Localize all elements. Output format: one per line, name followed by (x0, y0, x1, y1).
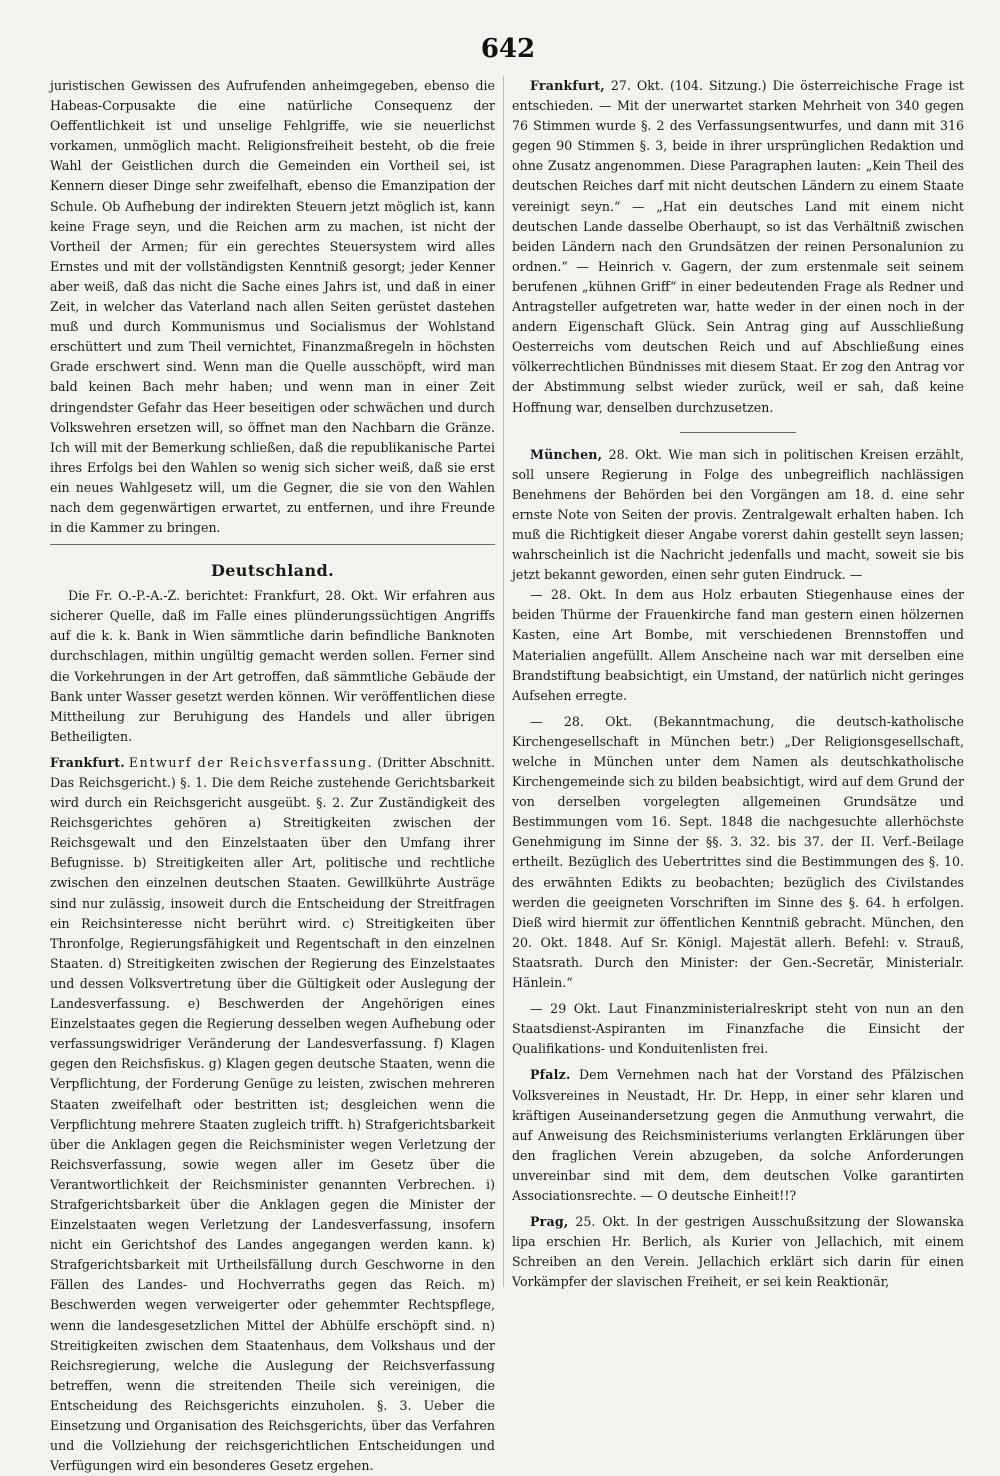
column-divider (503, 76, 504, 1287)
right-column (512, 76, 964, 1290)
heading-reichsverfassung: Entwurf der Reichsverfassung. (128, 754, 374, 770)
page-number: 642 (480, 34, 536, 64)
paragraph-intro: juristischen Gewissen des Aufrufenden anheimgegeben, ebenso die Habeas-Corpusakte die eine natürliche Consequenz der Oeffentlichkeit ist und unselige Fehlgriffe, wie sie neuerlichst vorkamen, unmöglich macht. Religionsfreiheit besteht, ob die freie Wahl der Geistlichen durch die Gemeinden ein Vortheil sei, ist Kennern dieser Dinge sehr zweifelhaft, ebenso die Emanzipation der Schule. Ob Aufhebung der indirekten Steuern jetzt möglich ist, kann keine Frage seyn, und die Reichen arm zu machen, ist nicht der Vortheil der Armen; für ein gerechtes Steuersystem wird alles Ernstes und mit der vollständigsten Kenntniß gesorgt; jeder Kenner aber weiß, daß das nicht die Sache eines Jahrs ist, und daß in einer Zeit, in welcher das Vaterland nach allen Seiten gerüstet dastehen muß und durch Kommunismus und Socialismus der Wohlstand erschüttert und zum Theil vernichtet, Finanzmaßregeln in höchsten Grade erschwert sind. Wenn man die Quelle ausschöpft, wird man bald keinen Bach mehr haben; und wenn man in einer Zeit dringendster Gefahr das Heer beseitigen oder schwächen und durch Volkswehren ersetzen will, so öffnet man den Nachbarn die Gränze. Ich will mit der Bemerkung schließen, daß die republikanische Partei ihres Erfolgs bei den Wahlen so wenig sich sicher weiß, daß sie erst ein neues Wahlgesetz will, um die Gegner, die sie von den Wahlen nach dem gegenwärtigen erwartet, zu entfernen, und ihre Freunde in die Kammer zu bringen. (50, 78, 495, 536)
paragraph-bank: Die Fr. O.-P.-A.-Z. berichtet: Frankfurt, 28. Okt. Wir erfahren aus sicherer Quelle, daß im Falle eines plünderungssüchtigen Angriffs auf die k. k. Bank in Wien sämmtliche darin befindliche Banknoten durchschlagen, mithin ungültig gemacht werden sollen. Ferner sind die Vorkehrungen in der Art getroffen, daß sämmtliche Gebäude der Bank unter Wasser gesetzt werden können. Wir veröffentlichen diese Mittheilung zur Beruhigung des Handels und aller übrigen Betheiligten. (50, 588, 495, 744)
dateline-frankfurt-2: Frankfurt, (530, 78, 605, 93)
paragraph-pfalz-body: Dem Vernehmen nach hat der Vorstand des Pfälzischen Volksvereines in Neustadt, Hr. Dr. Hepp, in einer sehr klaren und kräftigen Auseinandersetzung gegen die Anmuthung verwahrt, die auf Anweisung des Reichsministeriums verlangten Erklärungen über den fraglichen Verein abzugeben, da solche Anforderungen unvereinbar sind mit dem, dem deutschen Volke garantirten Associationsrechte. — O deutsche Einheit!!? (512, 1067, 964, 1203)
section-divider (50, 544, 495, 545)
paragraph-muenchen-body: 28. Okt. Wie man sich in politischen Kreisen erzählt, soll unsere Regierung in Folge des unbegreiflich nachlässigen Benehmens der Behörden bei den Vorgängen am 18. d. eine sehr ernste Note von Seiten der provis. Zentralgewalt erhalten haben. Ich muß die Richtigkeit dieser Angabe vorerst dahin gestellt seyn lassen; wahrscheinlich ist die Nachricht jedenfalls und macht, soweit sie bis jetzt bekannt geworden, einen sehr guten Eindruck. — (512, 446, 964, 583)
section-heading-deutschland: Deutschland. (210, 561, 335, 581)
paragraph-muenchen (512, 445, 964, 586)
paragraph-frankfurt-body: 27. Okt. (104. Sitzung.) Die österreichische Frage ist entschieden. — Mit der unerwartet starken Mehrheit von 340 gegen 76 Stimmen wurde §. 2 des Verfassungsentwurfes, und dann mit 316 gegen 90 Stimmen §. 3, beide in ihrer ursprünglichen Redaktion und ohne Zusatz angenommen. Diese Paragraphen lauten: „Kein Theil des deutschen Reiches darf mit nicht deutschen Ländern zu einem Staate vereinigt seyn.“ — „Hat ein deutsches Land mit einem nicht deutschen Lande dasselbe Oberhaupt, so ist das Verhältniß zwischen beiden Ländern nach den Grundsätzen der reinen Personalunion zu ordnen.“ — Heinrich v. Gagern, der zum erstenmale seit seinem berufenen „kühnen Griff“ in einer bedeutenden Frage als Redner und Antragsteller aufgetreten war, hatte weder in der einen noch in der andern Eigenschaft Glück. Sein Antrag ging auf Ausschließung Oesterreichs vom deutschen Reich und auf Abschließung eines völkerrechtlichen Bündnisses mit diesem Staat. Er zog den Antrag vor der Abstimmung selbst wieder zurück, weil er sah, daß keine Hoffnung war, denselben durchzusetzen. (512, 78, 964, 415)
paragraph-reichsverfassung-body: (Dritter Abschnitt. Das Reichsgericht.) §. 1. Die dem Reiche zustehende Gerichtsbarkeit wird durch ein Reichsgericht ausgeübt. §. 2. Zur Zuständigkeit des Reichsgerichtes gehören a) Streitigkeiten zwischen der Reichsgewalt und den Einzelstaaten über den Umfang ihrer Befugnisse. b) Streitigkeiten aller Art, politische und rechtliche zwischen den einzelnen deutschen Staaten. Gewillkührte Austräge sind nur zulässig, insoweit durch die Entscheidung der Streitfragen ein Reichsinteresse nicht berührt wird. c) Streitigkeiten über Thronfolge, Regierungsfähigkeit und Regentschaft in den einzelnen Staaten. d) Streitigkeiten zwischen der Regierung des Einzelstaates und dessen Volksvertretung über die Gültigkeit oder Auslegung der Landesverfassung. e) Beschwerden der Angehörigen eines Einzelstaates gegen die Regierung desselben wegen Aufhebung oder verfassungswidriger Veränderung der Landesverfassung. f) Klagen gegen den Reichsfiskus. g) Klagen gegen deutsche Staaten, wenn die Verpflichtung, der Forderung Genüge zu leisten, zwischen mehreren Staaten zweifelhaft oder bestritten ist; desgleichen wenn die Verpflichtung mehrere Staaten zugleich trifft. h) Strafgerichtsbarkeit über die Anklagen gegen die Reichsminister wegen Verletzung der Reichsverfassung, sowie wegen aller im Gesetz über die Verantwortlichkeit der Reichsminister genannten Verbrechen. i) Strafgerichtsbarkeit über die Anklagen gegen die Minister der Einzelstaaten wegen Verletzung der Landesverfassung, insofern nicht ein Gerichtshof des Landes angegangen werden kann. k) Strafgerichtsbarkeit mit Urtheilsfällung durch Geschworne in den Fällen des Landes- und Hochverraths gegen das Reich. m) Beschwerden wegen verweigerter oder gehemmter Rechtspflege, wenn die landesgesetzlichen Mittel der Abhülfe erschöpft sind. n) Streitigkeiten zwischen dem Staatenhaus, dem Volkshaus und der Reichsregierung, welche die Auslegung der Reichsverfassung betreffen, wenn die streitenden Theile sich vereinigen, die Entscheidung des Reichsgerichts einzuholen. §. 3. Ueber die Einsetzung und Organisation des Reichsgerichts, über das Verfahren und die Vollziehung der reichsgerichtlichen Entscheidungen und Verfügungen wird ein besonderes Gesetz ergehen. (50, 754, 496, 1474)
dateline-muenchen: München, (530, 446, 603, 462)
dateline-pfalz: Pfalz. (530, 1067, 571, 1083)
paragraph-prag-body: 25. Okt. In der gestrigen Ausschußsitzung der Slowanska lipa erschien Hr. Berlich, als Kurier von Jellachich, mit einem Schreiben an den Verein. Jellachich erklärt sich darin für einen Vorkämpfer der slavischen Freiheit, er sei kein Reaktionär, (512, 1214, 964, 1290)
paragraph-muenchen-bekanntmachung: — 28. Okt. (Bekanntmachung, die deutsch-katholische Kirchengesellschaft in München betr.) „Der Religionsgesellschaft, welche in München unter dem Namen als deutschkatholische Kirchengemeinde sich zu bilden beabsichtigt, wird auf dem Grund der von derselben vorgelegten allgemeinen Grundsätze und Bestimmungen vom 16. Sept. 1848 die nachgesuchte allerhöchste Genehmigung im Sinne der §§. 3. 32. bis 37. der II. Verf.-Beilage ertheilt. Bezüglich des Uebertrittes sind die Bestimmungen des §. 10. des erwähnten Edikts zu beobachten; bezüglich des Civilstandes werden die geeigneten Vorschriften im Sinne des §. 64. h erfolgen. Dieß wird hiermit zur öffentlichen Kenntniß gebracht. München, den 20. Okt. 1848. Auf Sr. Königl. Majestät allerh. Befehl: v. Strauß, Staatsrath. Durch den Minister: der Gen.-Secretär, Ministerialr. Hänlein.“ (512, 713, 964, 991)
short-divider (680, 432, 796, 433)
dateline-prag: Prag, (530, 1214, 569, 1230)
paragraph-muenchen-finanz: — 29 Okt. Laut Finanzministerialreskript steht von nun an den Staatsdienst-Aspiranten im Finanzfache die Einsicht der Qualifikations- und Konduitenlisten frei. (512, 1001, 964, 1057)
paragraph-reichsverfassung (50, 753, 495, 1476)
dateline-frankfurt: Frankfurt. (50, 754, 125, 770)
paragraph-prag (512, 1212, 964, 1292)
paragraph-frankfurt-sitzung (512, 76, 964, 418)
paragraph-muenchen-frauenkirche: — 28. Okt. In dem aus Holz erbauten Stiegenhause eines der beiden Thürme der Frauenkirche fand man gestern einen hölzernen Kasten, eine Art Bombe, mit verschiedenen Brennstoffen und Materialien angefüllt. Allem Anscheine nach war mit derselben eine Brandstiftung beabsichtigt, ein Umstand, der natürlich nicht geringes Aufsehen erregte. (512, 587, 964, 703)
left-column (50, 76, 496, 1474)
paragraph-pfalz (512, 1065, 964, 1206)
